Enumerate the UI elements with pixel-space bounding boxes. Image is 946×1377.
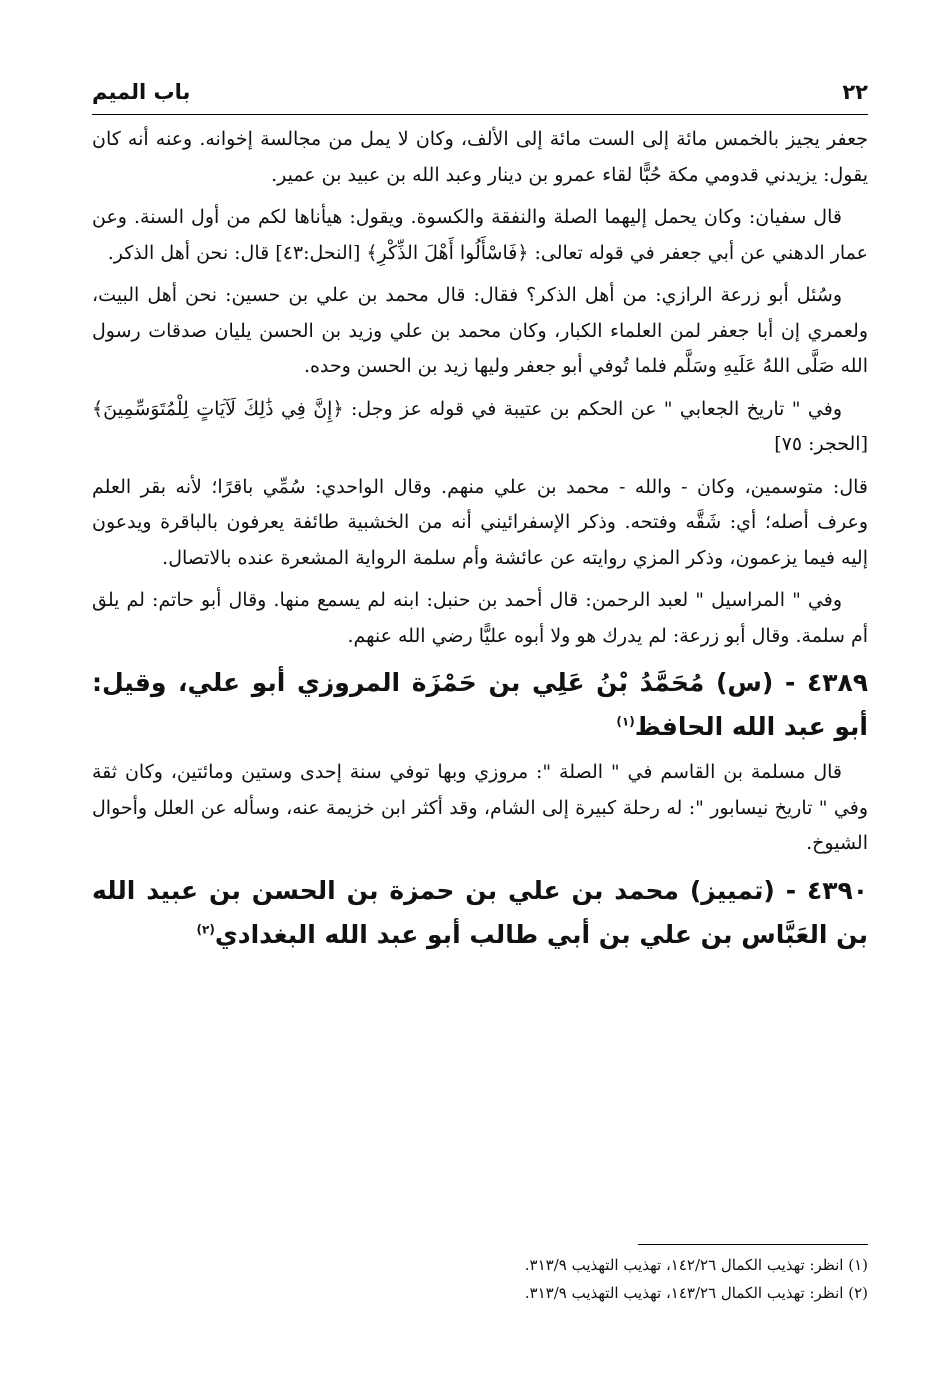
footnote-2: (٢) انظر: تهذيب الكمال ١٤٣/٢٦، تهذيب التهذيب ٣١٣/٩.: [524, 1284, 868, 1302]
main-text: [92, 122, 868, 963]
footnote-marker-1: (١): [616, 714, 635, 729]
paragraph-3: وسُئل أبو زرعة الرازي: من أهل الذكر؟ فقال: قال محمد بن علي بن حسين: نحن أهل البيت، ولعمري إن أبا جعفر لمن العلماء الكبار، وكان محمد بن علي وزيد بن الحسن يليان صدقات رسول الله صَلَّى اللهُ عَلَيهِ وسَلَّم فلما تُوفي أبو جعفر وليها زيد بن الحسن وحده.: [92, 284, 868, 377]
entry-4389-title: ٤٣٨٩ - (س) مُحَمَّدُ بْنُ عَلِي بن حَمْزَة المروزي أبو علي، وقيل: أبو عبد الله الحافظ: [92, 668, 868, 741]
entry-4390-heading: [92, 869, 868, 957]
paragraph-4: وفي " تاريخ الجعابي " عن الحكم بن عتيبة في قوله عز وجل: ﴿إِنَّ فِي ذَٰلِكَ لَآيَاتٍ لِلْمُتَوَسِّمِينَ﴾ [الحجر: ٧٥]: [92, 397, 868, 455]
paragraph-2: قال سفيان: وكان يحمل إليهما الصلة والنفقة والكسوة. ويقول: هيأناها لكم من أول السنة. وعن عمار الدهني عن أبي جعفر في قوله تعالى: ﴿فَاسْأَلُوا أَهْلَ الذِّكْرِ﴾ [النحل:٤٣] قال: نحن أهل الذكر.: [92, 206, 868, 264]
footnote-divider: [638, 1244, 868, 1245]
paragraph-6: وفي " المراسيل " لعبد الرحمن: قال أحمد بن حنبل: ابنه لم يسمع منها. وقال أبو حاتم: لم يلق أم سلمة. وقال أبو زرعة: لم يدرك هو ولا أبوه عليًّا رضي الله عنهم.: [92, 589, 868, 647]
page-header: [92, 78, 868, 115]
entry-4389-heading: [92, 661, 868, 749]
footnote-marker-2: (٢): [196, 922, 215, 937]
paragraph-5: قال: متوسمين، وكان - والله - محمد بن علي منهم. وقال الواحدي: سُمِّي باقرًا؛ لأنه بقر العلم وعرف أصله؛ أي: شَقَّه وفتحه. وذكر الإسفرائيني أنه من الخشبية طائفة يعرفون بالباقرة ويدعون إليه فيما يزعمون، وذكر المزي روايته عن عائشة وأم سلمة الرواية المشعرة عنده بالاتصال.: [92, 475, 868, 569]
footnotes: [92, 1244, 868, 1307]
entry-4390-title: ٤٣٩٠ - (تمييز) محمد بن علي بن حمزة بن الحسن بن عبيد الله بن العَبَّاس بن علي بن أبي طالب أبو عبد الله البغدادي: [92, 875, 868, 949]
footnote-1: (١) انظر: تهذيب الكمال ١٤٢/٢٦، تهذيب التهذيب ٣١٣/٩.: [524, 1256, 868, 1274]
page-number: ٢٢: [842, 80, 868, 104]
running-title: باب الميم: [92, 80, 191, 104]
paragraph-1: جعفر يجيز بالخمس مائة إلى الست مائة إلى الألف، وكان لا يمل من مجالسة إخوانه. وعنه أنه كان يقول: يزيدني قدومي مكة حُبًّا لقاء عمرو بن دينار وعبد الله بن عبيد بن عمير.: [92, 128, 868, 186]
entry-4389-text: قال مسلمة بن القاسم في " الصلة ": مروزي وبها توفي سنة إحدى وستين ومائتين، وكان ثقة وفي " تاريخ نيسابور ": له رحلة كبيرة إلى الشام، وقد أكثر ابن خزيمة عنه، وسأله عن العلل وأحوال الشيوخ.: [92, 761, 868, 854]
